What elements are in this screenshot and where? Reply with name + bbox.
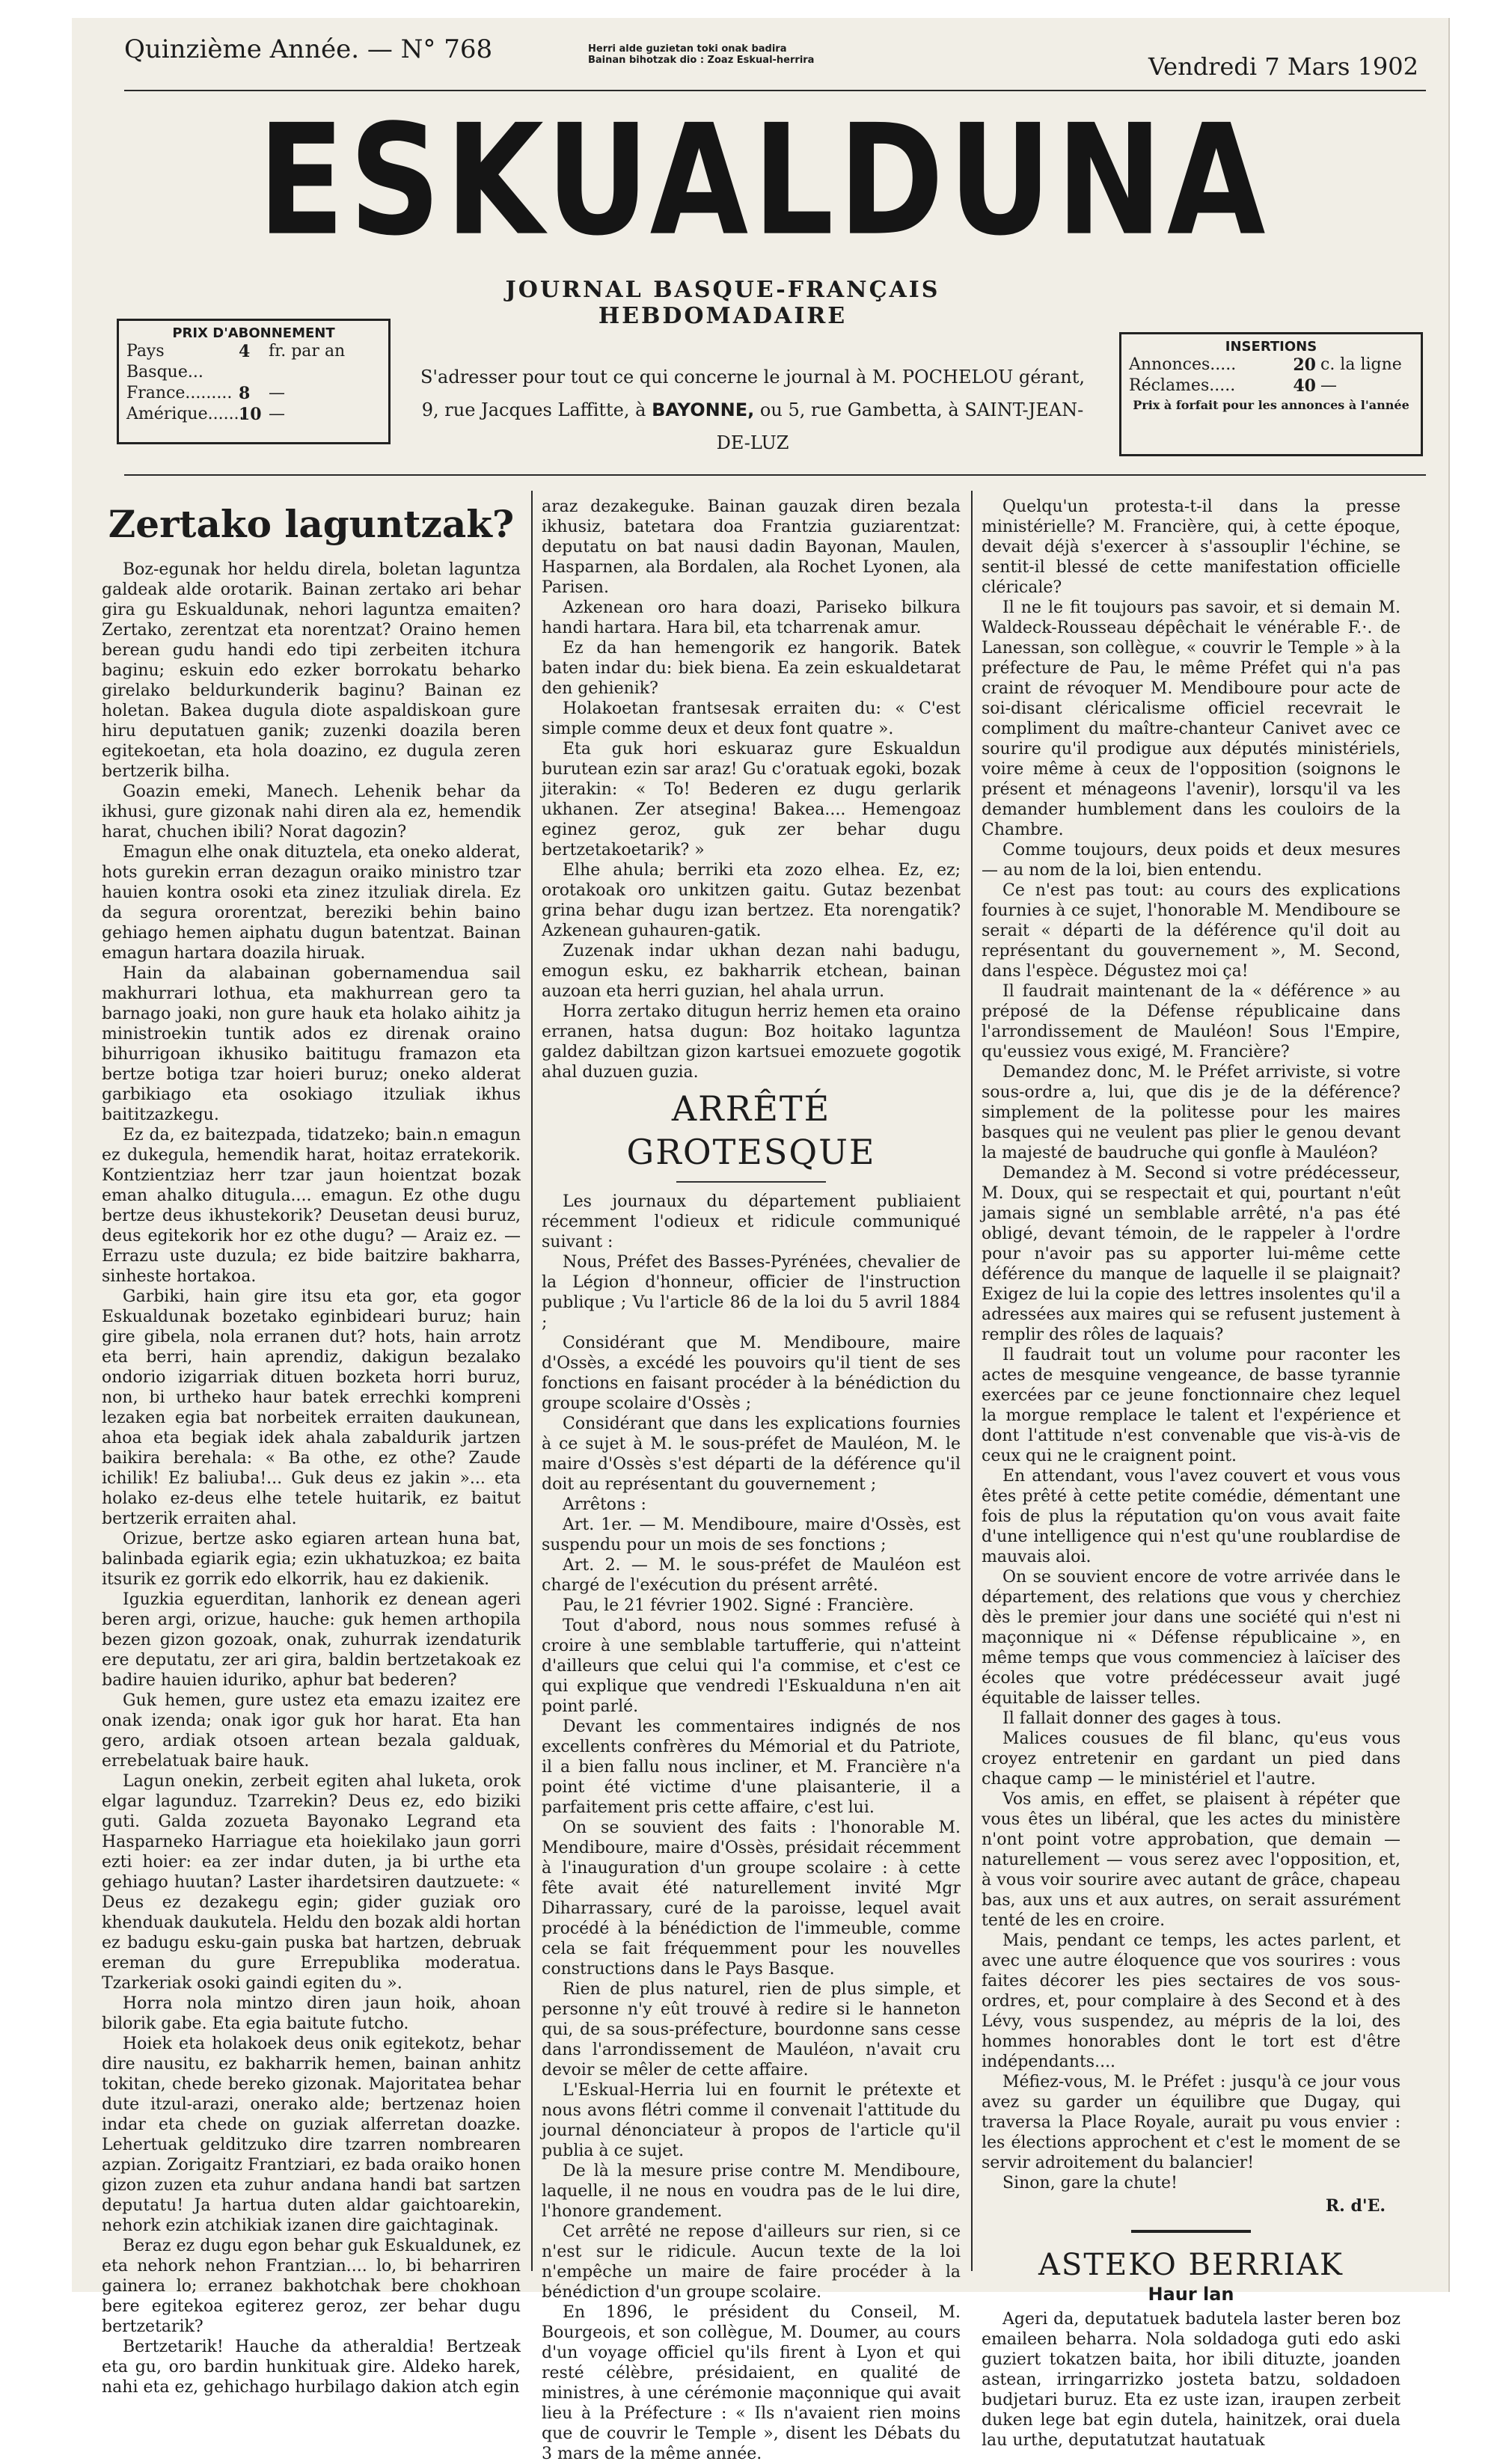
paragraph: Méfiez-vous, M. le Préfet : jusqu'à ce jour vous avez su garder un équilibre que Dugay, qui traversa la Place Royale, aurait pu vous envier : les élections approchent et c'est le moment de se servir adroitement du balancier!	[982, 2073, 1400, 2172]
header-rule	[124, 90, 1426, 91]
subscription-unit: fr. par an	[269, 342, 346, 361]
address-line-1: S'adresser pour tout ce qui concerne le journal à M. POCHELOU gérant,	[420, 367, 1086, 387]
column-3	[982, 497, 1400, 2451]
paragraph: Demandez à M. Second si votre prédécesseur, M. Doux, qui se respectait et qui, pourtant n'eût jamais signé un semblable arrêté, n'a pas été obligé, devant témoin, de le rappeler à l'ordre pour n'avoir pas su apporter lui-même cette déférence du manque de laquelle il se plaignait? Exigez de lui la copie des lettres insolentes qu'il a adressées aux maires qui se refusent justement à remplir des rôles de laquais?	[982, 1164, 1400, 1344]
paragraph: Malices cousues de fil blanc, qu'eus vous croyez entretenir en gardant un pied dans chaque camp — le ministériel et l'autre.	[982, 1729, 1400, 1789]
paragraph: Lagun onekin, zerbeit egiten ahal luketa, orok elgar lagunduz. Tzarrekin? Deus ez, edo biziki guti. Galda zozueta Bayonako Legrand eta Hasparneko Harriague eta hoiekilako jaun gorri ezti hoier: ea zer indar duten, ja bi urthe eta gehiago huutan? Laster ihardetsiren dautzuete: « Deus ez dezakegu egin; gider guziak oro khenduak daukutela. Heldu den bozak aldi hortan ez badugu esku-gain puska bat hartzen, debruak ereman du gure Errepublika moderatua. Tzarkeriak osoki gaindi egiten du ».	[102, 1772, 521, 1993]
paragraph: Devant les commentaires indignés de nos excellents confrères du Mémorial et du Patriote, il a bien fallu nous incliner, et M. Francière n'a point été victime d'une plaisanterie, il a parfaitement pris cette affaire, c'est lui.	[542, 1717, 961, 1817]
section-headline: ASTEKO BERRIAK	[1038, 2248, 1344, 2282]
subscription-price: 10	[239, 405, 262, 424]
paragraph: Rien de plus naturel, rien de plus simple, et personne n'y eût trouvé à redire si le hanneton qui, de sa sous-préfecture, bourdonne sans cesse dans l'arrondissement de Mauléon, n'avait cru devoir se mêler de cette affaire.	[542, 1980, 961, 2080]
paragraph: Holakoetan frantsesak erraiten du: « C'est simple comme deux et deux font quatre ».	[542, 699, 961, 738]
paragraph: araz dezakeguke. Bainan gauzak diren bezala ikhusiz, batetara doa Frantzia guziarentzat: deputatu on bat nausi dadin Bayonan, Maulen, Hasparnen, ala Bordalen, ala Rochet Lyonen, ala Parisen.	[542, 497, 961, 597]
paragraph: Guk hemen, gure ustez eta emazu izaitez ere onak izenda; onak igor guk hor harat. Eta han gero, ardiak otsoen artean bezala galduak, errebelatuak baire hauk.	[102, 1691, 521, 1771]
paragraph: Pau, le 21 février 1902. Signé : Francière.	[563, 1596, 914, 1615]
masthead-subtitle: JOURNAL BASQUE-FRANÇAIS HEBDOMADAIRE	[505, 277, 940, 329]
paragraph: On se souvient encore de votre arrivée dans le département, des relations que vous y cherchiez dès le premier jour dans une société qui n'est ni maçonnique ni « Défense républicaine », en même temps que vous commenciez à laïciser des écoles que votre prédécesseur avait jugé équitable de laisser telles.	[982, 1568, 1400, 1708]
subscription-place: France.........	[126, 384, 233, 402]
address-city: BAYONNE,	[652, 399, 755, 420]
paragraph: Garbiki, hain gire itsu eta gor, eta gogor Eskualdunak bozetako eginbideari buruz; hain gire gibela, nola erranen dut? hots, hain arrotz eta berri, hain aprendiz, dakigun bezalako ondorio izigarriak dituen bozketa horri buruz, non, bi urtheko haur batek errechki kompreni lezaken egia bat norbeitek erraiten daukunean, ahoa eta begiak idek ahala zabaldurik jartzen baikira berehala: « Ba othe, ez othe? Zaude ichilik! Ez baliuba!... Guk deus ez jakin »... eta holako ez-deus elhe tetele huitarik, ez baitut bertzerik erraiten ahal.	[102, 1287, 521, 1528]
paragraph: Horra zertako ditugun herriz hemen eta oraino erranen, hatsa dugun: Boz hoitako laguntza galdez dabiltzan gizon kartsuei emozuete gogotik ahal duzuen guzia.	[542, 1002, 961, 1082]
paragraph: Considérant que dans les explications fournies à ce sujet à M. le sous-préfet de Mauléon, M. le maire d'Ossès s'est départi de la déférence qu'il doit au représentant du gouvernement ;	[542, 1415, 961, 1494]
paragraph: Ez da, ez baitezpada, tidatzeko; bain.n emagun ez dukegula, hemendik harat, hoitaz erratekorik. Kontzientziaz herr tzar jaun hoientzat bozak eman ahalko ditugula.... emagun. Ez othe dugu bertze deus ikhustekorik? Deusetan deusi buruz, deus egitekorik hor ez othe dugu? — Araiz ez. — Errazu uste duzula; ez bide baitzire bakharra, sinheste hortakoa.	[102, 1126, 521, 1286]
article-headline: ARRÊTÉ GROTESQUE	[626, 1088, 876, 1172]
paragraph: Ce n'est pas tout: au cours des explications fournies à ce sujet, l'honorable M. Mendiboure se serait « départi de la déférence qu'il doit au représentant du gouvernement », M. Second, dans l'espèce. Dégustez moi ça!	[982, 881, 1400, 981]
subscription-row	[119, 404, 388, 425]
subscription-unit: —	[269, 384, 285, 402]
paragraph: En attendant, vous l'avez couvert et vous vous êtes prêté à cette petite comédie, démentant une fois de plus la réputation qu'on vous avait faite d'une intelligence qui n'est qu'une roublardise de mauvais aloi.	[982, 1467, 1400, 1566]
section-separator	[1131, 2230, 1251, 2233]
column-divider	[971, 491, 973, 2271]
subscription-box	[117, 319, 391, 444]
insertions-unit: —	[1320, 376, 1337, 395]
column-1	[102, 497, 521, 2397]
paragraph: Tout d'abord, nous nous sommes refusé à croire à une semblable tartufferie, qui n'atteint d'ailleurs que celui qui l'a commise, et c'est ce qui explique que vendredi l'Eskualduna n'en ait point parlé.	[542, 1616, 961, 1716]
article-body	[102, 560, 521, 2397]
masthead-title: ESKUALDUNA	[257, 92, 1270, 270]
motto-line-2: Bainan bihotzak dio : Zoaz Eskual-herrira	[588, 55, 815, 66]
paragraph: Considérant que M. Mendiboure, maire d'Ossès, a excédé les pouvoirs qu'il tient de ses fonctions en faisant procéder à la bénédiction du groupe scolaire d'Ossès ;	[542, 1334, 961, 1413]
paragraph: Arrêtons :	[563, 1495, 646, 1514]
paragraph: Goazin emeki, Manech. Lehenik behar da ikhusi, gure gizonak nahi diren ala ez, hemendik harat, chuchen ibili? Norat dagozin?	[102, 782, 521, 842]
column-2	[542, 497, 961, 2464]
paragraph: Cet arrêté ne repose d'ailleurs sur rien, si ce n'est sur le ridicule. Aucun texte de la loi n'empêche un maire de faire procéder à la bénédiction d'un groupe scolaire.	[542, 2222, 961, 2302]
paragraph: Comme toujours, deux poids et deux mesures — au nom de la loi, bien entendu.	[982, 841, 1400, 880]
article-signature: R. d'E.	[1325, 2196, 1386, 2216]
insertions-unit: c. la ligne	[1320, 355, 1402, 374]
address-part: 9, rue Jacques Laffitte, à	[421, 399, 646, 420]
paragraph: Ageri da, deputatuek badutela laster beren boz emaileen beharra. Nola soldadoga guti edo aski guziert tokatzen baita, hor ibili dituzte, joanden astean, irringarrizko josteta batzu, soldadoen budjetari buruz. Eta ez uste izan, iraupen zerbeit duken lege bat egin dutela, hainitzek, orai duela lau urthe, deputatutzat hautatuak	[982, 2310, 1400, 2450]
address-part: ou 5, rue Gambetta, à SAINT-JEAN-DE-LUZ	[716, 399, 1084, 453]
paragraph: De là la mesure prise contre M. Mendiboure, laquelle, il ne nous en voudra pas de le lui dire, l'honore grandement.	[542, 2162, 961, 2221]
paragraph: Art. 2. — M. le sous-préfet de Mauléon est chargé de l'exécution du présent arrêté.	[542, 1556, 961, 1595]
paragraph: Hoiek eta holakoek deus onik egitekotz, behar dire nausitu, ez bakharrik hemen, bainan anhitz tokitan, chede bereko gizonak. Majoritatea behar dute itzul-arazi, onerako alde; bertzenaz hoien indar eta chede on guziak alferretan doazke. Lehertuak gelditzuko dire tzarren nombrearen azpian. Zorigaitz Frantziari, ez bada oraiko honen gizon zuzen eta zuhur andana handi bat sartzen deputatu! Ja hartua duten aldar gaichtoarekin, nehork ezin atchikiak izanen dire gaichtaginak.	[102, 2035, 521, 2235]
paragraph: Art. 1er. — M. Mendiboure, maire d'Ossès, est suspendu pour un mois de ses fonctions ;	[542, 1516, 961, 1554]
paragraph: Il faudrait maintenant de la « déférence » au préposé de la Défense républicaine dans l'arrondissement de Mauléon! Sous l'Empire, qu'eussiez vous exigé, M. Francière?	[982, 982, 1400, 1061]
paragraph: Beraz ez dugu egon behar guk Eskualdunek, ez eta nehork nehon Frantzian.... lo, bi beharriren gainera lo; erranez bakhotchak bere chokhoan bere egitekoa egiterez geroz, zer behar dugu bertzetarik?	[102, 2237, 521, 2336]
article-headline: Zertako laguntzak?	[108, 502, 515, 546]
subscription-row	[119, 383, 388, 404]
paragraph: Les journaux du département publiaient récemment l'odieux et ridicule communiqué suivant :	[542, 1192, 961, 1251]
paragraph: Zuzenak indar ukhan dezan nahi badugu, emogun esku, ez bakharrik etchean, bainan auzoan eta herri guzian, hel ahala urrun.	[542, 942, 961, 1001]
insertions-row	[1121, 355, 1421, 376]
headline-rule	[676, 1174, 826, 1183]
section-subhead: Haur lan	[1148, 2284, 1234, 2305]
motto-line-1: Herri alde guzietan toki onak badira	[588, 43, 787, 55]
paragraph: Nous, Préfet des Basses-Pyrénées, chevalier de la Légion d'honneur, officier de l'instruction publique ; Vu l'article 86 de la loi du 5 avril 1884 ;	[542, 1253, 961, 1332]
insertions-label: Annonces.....	[1129, 355, 1237, 374]
paragraph: Sinon, gare la chute!	[1002, 2174, 1178, 2192]
paragraph: Il ne le fit toujours pas savoir, et si demain M. Waldeck-Rousseau dépêchait le vénérable F.·. de Lanessan, son collègue, « couvrir le Temple » à la préfecture de Pau, le même Préfet qui n'a pas craint de révoquer M. Mendiboure pour acte de soi-disant cléricalisme officiel recevrait le compliment du maître-chanteur Canivet avec ce sourire qu'il prodigue aux députés ministériels, voire même à ceux de l'opposition (soignons le présent et ménageons l'avenir), lorsqu'il va les demander humblement dans les couloirs de la Chambre.	[982, 598, 1400, 839]
paragraph: Mais, pendant ce temps, les actes parlent, et avec une autre éloquence que vos sourires : vous faites décorer les pies sectaires de vos sous-ordres, et, pour complaire à des Second et à des Lévy, vous suspendez, au mépris de la loi, des hommes honorables dont le tort est d'être indépendants....	[982, 1931, 1400, 2071]
insertions-price: 40	[1293, 376, 1316, 396]
insertions-box	[1119, 332, 1423, 456]
motto	[588, 43, 814, 66]
paragraph: Iguzkia eguerditan, lanhorik ez denean ageri beren argi, orizue, hauche: guk hemen arthopila bezen gizon gozoak, onak, zuhurrak izendaturik ere deputatu, zer ari gira, baldin bertzetakoak ez badire hauien iduriko, aphur bat bederen?	[102, 1590, 521, 1690]
paragraph: Quelqu'un protesta-t-il dans la presse ministérielle? M. Francière, qui, à cette époque, devait déjà s'exercer à s'assouplir l'échine, se sentit-il blessé de cette manifestation officielle cléricale?	[982, 497, 1400, 597]
insertions-row	[1121, 376, 1421, 396]
subscription-row	[119, 341, 388, 383]
insertions-label: Réclames.....	[1129, 376, 1236, 395]
paragraph: Il fallait donner des gages à tous.	[1002, 1709, 1282, 1728]
paragraph: Eta guk hori eskuaraz gure Eskualdun burutean ezin sar araz! Gu c'oratuak egoki, bozak jiterakin: « To! Bederen ez dugu gerlarik ukhanen. Zer atsegina! Bakea.... Hemengoaz eginez geroz, guk zer behar dugu bertzetakoetarik? »	[542, 740, 961, 859]
paragraph: On se souvient des faits : l'honorable M. Mendiboure, maire d'Ossès, présidait récemment à l'inauguration d'un groupe scolaire : à cette fête avait été naturellement invité Mgr Diharrassary, curé de la paroisse, lequel avait procédé à la bénédiction de l'immeuble, comme cela se fait fréquemment pour les nouvelles constructions dans le Pays Basque.	[542, 1818, 961, 1979]
paragraph: En 1896, le président du Conseil, M. Bourgeois, et son collègue, M. Doumer, au cours d'un voyage officiel qu'ils firent à Lyon et qui resté célèbre, présidaient, en qualité de ministres, à une cérémonie maçonnique qui avait lieu à la Préfecture : « Ils n'avaient rien moins que de couvrir le Temple », disent les Débats du 3 mars de la même année.	[542, 2303, 961, 2463]
newspaper-page	[72, 18, 1450, 2463]
subscription-price: 8	[239, 384, 251, 403]
paragraph: Demandez donc, M. le Préfet arriviste, si votre sous-ordre a, lui, que dis je de la déférence? simplement de la politesse pour les maires basques qui ne veulent pas plier le genou devant la majesté de baudruche qui gonfle à Mauléon?	[982, 1063, 1400, 1162]
insertions-title: INSERTIONS	[1225, 339, 1317, 355]
article-body	[542, 1192, 961, 2464]
paragraph: Il faudrait tout un volume pour raconter les actes de mesquine vengeance, de basse tyrannie exercées par ce jeune fonctionnaire chez lequel la morgue remplace le talent et l'expérience et dont l'attitude n'est convenable que vis-à-vis de ceux qui ne le craignent point.	[982, 1346, 1400, 1465]
address-block	[416, 361, 1089, 459]
subscription-title: PRIX D'ABONNEMENT	[172, 325, 335, 341]
masthead-bottom-rule	[124, 474, 1426, 476]
address-line-2	[416, 393, 1089, 459]
paragraph: Boz-egunak hor heldu direla, boletan laguntza galdeak alde orotarik. Bainan zertako ari behar gira gu Eskualdunak, nehori laguntza emaiten? Zertako, zerentzat eta norentzat? Oraino hemen berean gudu handi edo tipi zerbeiten itchura baginu; eskuin edo ezker borrokatu beharko girelako beldurkunderik baginu? Bainan ez holetan. Bakea dugula diote aspaldiskoan gure hiru deputatuen ganik; zuzenki doazila beren egitekoetan, eta hola doazino, ez dugula zeren bertzerik bilha.	[102, 560, 521, 781]
paragraph: Orizue, bertze asko egiaren artean huna bat, balinbada egiarik egia; ezin ukhatuzkoa; ez baita itsurik ez gorrik edo elkorrik, hau ez dakienik.	[102, 1530, 521, 1589]
issue-date: Vendredi 7 Mars 1902	[1148, 52, 1418, 81]
column-divider	[531, 491, 533, 2271]
paragraph: Emagun elhe onak dituztela, eta oneko alderat, hots gurekin erran dezagun oraiko ministro tzar hauien kontra osoki eta zinez itzuliak direla. Ez da segura ororentzat, bereziki behin baino gehiago hemen aiphatu dugun batentzat. Bainan emagun hartara doazila hiruak.	[102, 843, 521, 963]
paragraph: Horra nola mintzo diren jaun hoik, ahoan bilorik gabe. Eta egia baitute futcho.	[102, 1994, 521, 2033]
article-continuation	[542, 497, 961, 1082]
insertions-price: 20	[1293, 355, 1316, 375]
subscription-place: Pays Basque...	[126, 342, 203, 381]
subscription-unit: —	[269, 405, 285, 423]
paragraph: Bertzetarik! Hauche da atheraldia! Bertzeak eta gu, oro bardin hunkituak gire. Aldeko harek, nahi eta ez, gehichago hurbilago dakion atch egin	[102, 2338, 521, 2397]
paragraph: Hain da alabainan gobernamendua sail makhurrari lothua, eta makhurrean gero ta barnago joaki, non gure hauk eta holako aihitz ja ministroekin tuntik ados ez direnak oraino bihurrigoan ikhusiko baititugu framazon eta bertze botiga tzar hoieri buruz; oneko alderat garbikiago eta osokiago itzuliak ikhus baititzazkegu.	[102, 964, 521, 1124]
article-continuation	[982, 497, 1400, 2193]
paragraph: Elhe ahula; berriki eta zozo elhea. Ez, ez; orotakoak oro unkitzen gaitu. Gutaz bezenbat grina behar dugu izan bertzez. Eta norengatik? Azkenean guhauren-gatik.	[542, 861, 961, 940]
paragraph: L'Eskual-Herria lui en fournit le prétexte et nous avons flétri comme il convenait l'attitude du journal dénonciateur à propos de l'article qu'il publia à ce sujet.	[542, 2081, 961, 2160]
subscription-place: Amérique.......	[126, 405, 245, 423]
insertions-footer: Prix à forfait pour les annonces à l'année	[1133, 398, 1409, 412]
paragraph: Ez da han hemengorik ez hangorik. Batek baten indar du: biek biena. Ea zein eskualdetarat den gehienik?	[542, 639, 961, 698]
article-body	[982, 2309, 1400, 2451]
issue-number: Quinzième Année. — N° 768	[124, 34, 493, 64]
paragraph: Azkenean oro hara doazi, Pariseko bilkura handi hartara. Hara bil, eta tcharrenak amur.	[542, 598, 961, 637]
paragraph: Vos amis, en effet, se plaisent à répéter que vous êtes un libéral, que les actes du ministère n'ont point votre approbation, que demain — naturellement — vous serez avec l'opposition, et, à vous voir sourire avec autant de grâce, chapeau bas, aux uns et aux autres, on serait assurément tenté de les en croire.	[982, 1790, 1400, 1930]
subscription-price: 4	[239, 342, 251, 361]
